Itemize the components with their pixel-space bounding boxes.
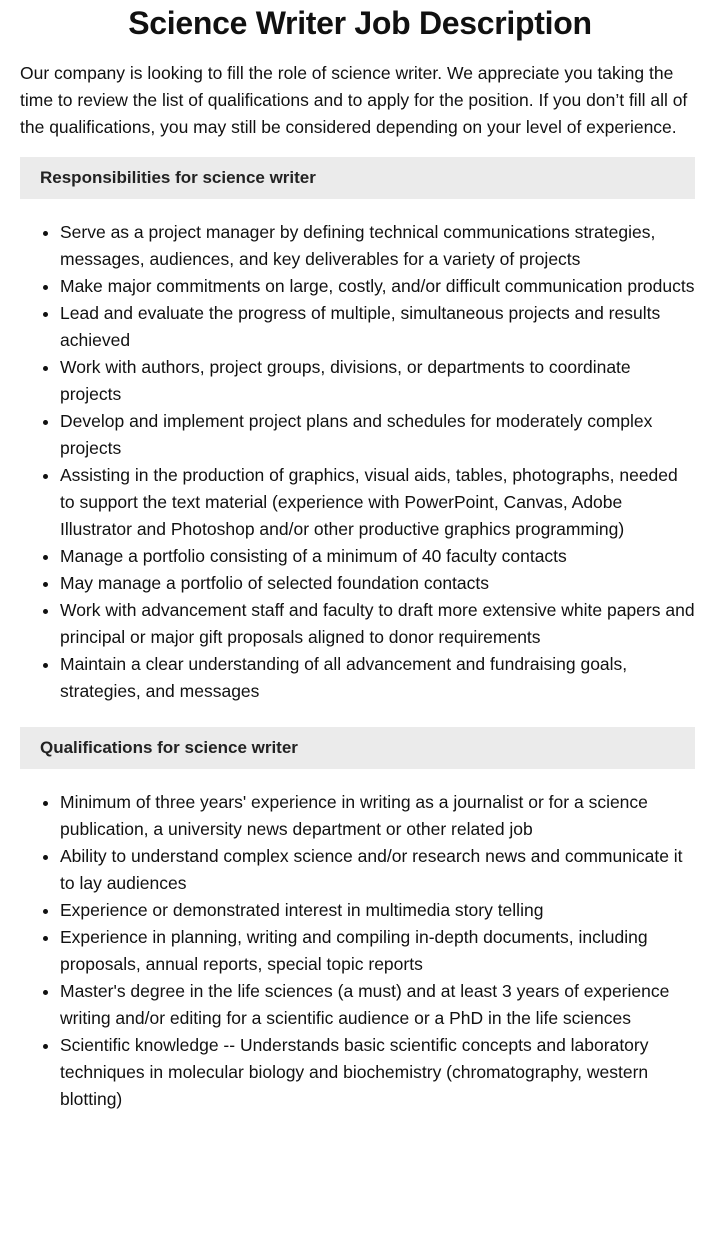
list-item: • Experience or demonstrated interest in multimedia story telling (60, 897, 696, 924)
list-item: • Ability to understand complex science and/or research news and communicate it to lay audiences (60, 843, 696, 897)
list-item: • Experience in planning, writing and compiling in-depth documents, including proposals, annual reports, special topic reports (60, 924, 696, 978)
list-item: • Serve as a project manager by defining technical communications strategies, messages, audiences, and key deliverables for a variety of projects (60, 219, 696, 273)
qualifications-list (0, 789, 696, 1113)
list-item: • Manage a portfolio consisting of a minimum of 40 faculty contacts (60, 543, 696, 570)
responsibilities-list (0, 219, 696, 705)
list-item: • Make major commitments on large, costly, and/or difficult communication products (60, 273, 696, 300)
list-item: • Minimum of three years' experience in writing as a journalist or for a science publication, a university news department or other related job (60, 789, 696, 843)
list-item: • Lead and evaluate the progress of multiple, simultaneous projects and results achieved (60, 300, 696, 354)
responsibilities-heading: Responsibilities for science writer (20, 157, 695, 199)
list-item: • Work with advancement staff and faculty to draft more extensive white papers and principal or major gift proposals aligned to donor requirements (60, 597, 696, 651)
list-item: • Work with authors, project groups, divisions, or departments to coordinate projects (60, 354, 696, 408)
intro-paragraph: Our company is looking to fill the role of science writer. We appreciate you taking the time to review the list of qualifications and to apply for the position. If you don’t fill all of the qualifications, you may still be considered depending on your level of experience. (20, 63, 688, 137)
list-item: • May manage a portfolio of selected foundation contacts (60, 570, 696, 597)
page-title: Science Writer Job Description (128, 5, 592, 41)
list-item: • Assisting in the production of graphics, visual aids, tables, photographs, needed to support the text material (experience with PowerPoint, Canvas, Adobe Illustrator and Photoshop and/or other productive graphics programming) (60, 462, 696, 543)
list-item: • Maintain a clear understanding of all advancement and fundraising goals, strategies, and messages (60, 651, 696, 705)
list-item: • Scientific knowledge -- Understands basic scientific concepts and laboratory techniques in molecular biology and biochemistry (chromatography, western blotting) (60, 1032, 696, 1113)
list-item: • Develop and implement project plans and schedules for moderately complex projects (60, 408, 696, 462)
list-item: • Master's degree in the life sciences (a must) and at least 3 years of experience writing and/or editing for a scientific audience or a PhD in the life sciences (60, 978, 696, 1032)
qualifications-heading: Qualifications for science writer (20, 727, 695, 769)
